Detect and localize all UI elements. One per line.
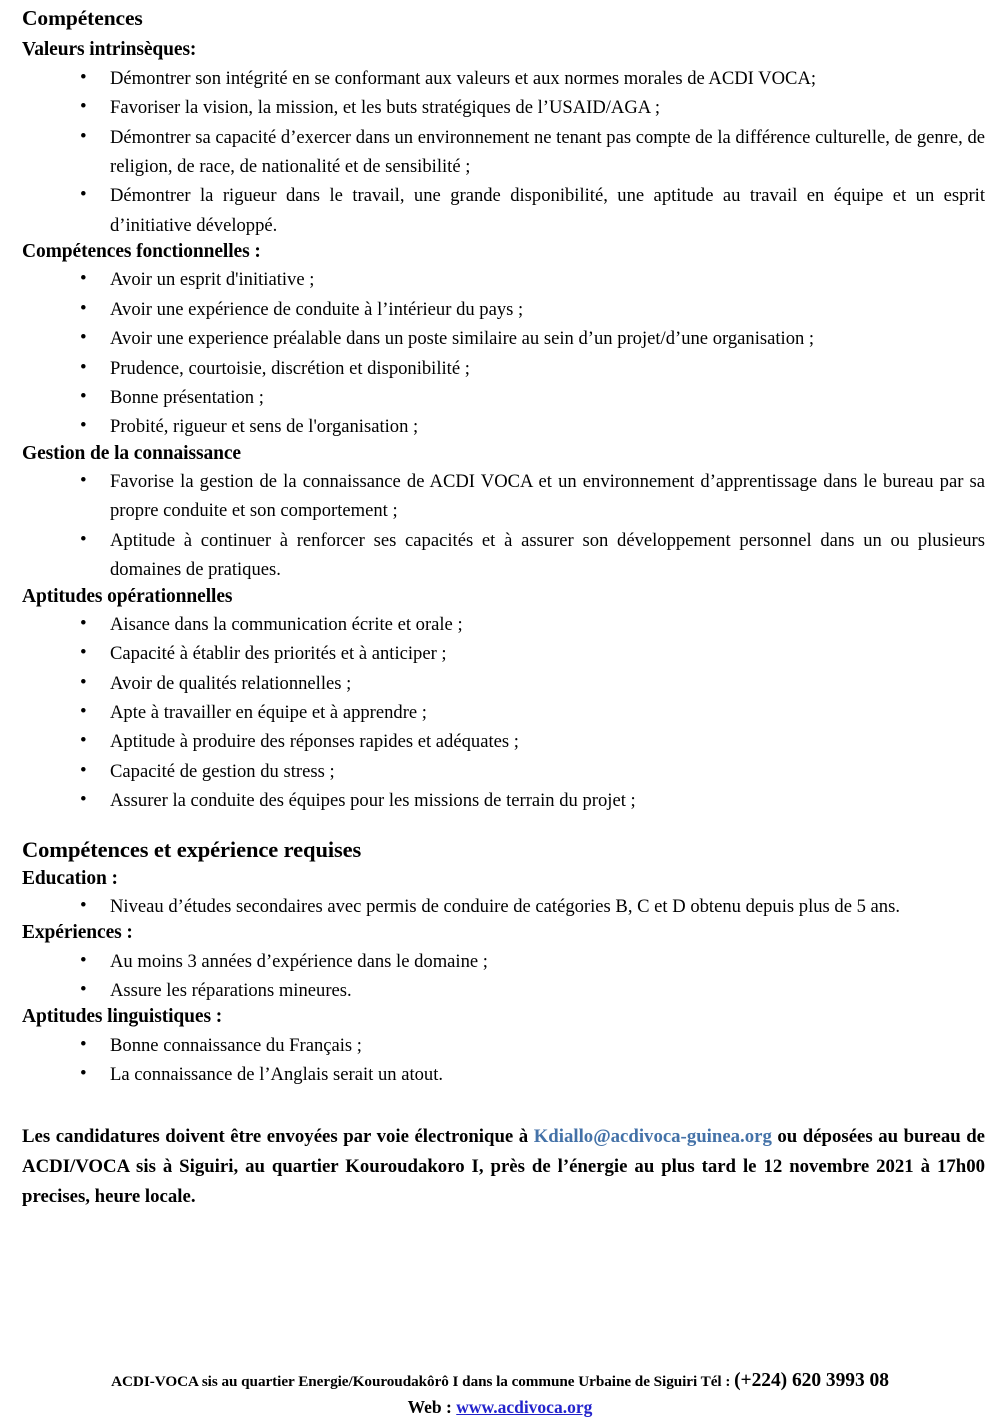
footer-address-text: ACDI-VOCA sis au quartier Energie/Kouroudakôrô I dans la commune Urbaine de Siguiri Tél :	[111, 1373, 735, 1390]
list-competences-fonctionnelles	[22, 265, 985, 441]
website-link[interactable]: www.acdivoca.org	[456, 1397, 593, 1418]
list-item: • Au moins 3 années d’expérience dans le domaine ;	[22, 947, 985, 976]
list-item: • Aisance dans la communication écrite et orale ;	[22, 610, 985, 639]
list-item: • Assure les réparations mineures.	[22, 976, 985, 1005]
heading-aptitudes-linguistiques: Aptitudes linguistiques :	[22, 1006, 223, 1028]
list-item: • Aptitude à continuer à renforcer ses capacités et à assurer son développement personnel dans un ou plusieurs domaines de pratiques.	[22, 526, 985, 585]
footer-phone-number: (+224) 620 3993 08	[734, 1370, 889, 1391]
heading-gestion-de-la-connaissance: Gestion de la connaissance	[22, 442, 241, 464]
spacer	[22, 1090, 985, 1122]
footer-web-label: Web :	[407, 1397, 457, 1418]
heading-valeurs-intrinseques: Valeurs intrinsèques:	[22, 39, 197, 61]
list-item: • Bonne présentation ;	[22, 383, 985, 412]
list-item: • La connaissance de l’Anglais serait un atout.	[22, 1060, 985, 1089]
list-item: • Probité, rigueur et sens de l'organisation ;	[22, 412, 985, 441]
list-item: • Démontrer la rigueur dans le travail, une grande disponibilité, une aptitude au travail en équipe et un esprit d’initiative développé.	[22, 181, 985, 240]
list-item: • Assurer la conduite des équipes pour les missions de terrain du projet ;	[22, 786, 985, 815]
list-valeurs-intrinseques	[22, 64, 985, 240]
closing-text-part1: Les candidatures doivent être envoyées par voie électronique à	[22, 1125, 534, 1147]
list-item: • Capacité de gestion du stress ;	[22, 757, 985, 786]
heading-competences-fonctionnelles: Compétences fonctionnelles :	[22, 241, 261, 262]
page-footer	[0, 1368, 1000, 1421]
list-aptitudes-operationnelles	[22, 610, 985, 816]
list-item: • Favoriser la vision, la mission, et les buts stratégiques de l’USAID/AGA ;	[22, 93, 985, 122]
heading-education: Education :	[22, 867, 118, 889]
footer-address-line	[0, 1368, 1000, 1393]
heading-competences-et-experience-requises: Compétences et expérience requises	[22, 836, 362, 862]
list-item: • Avoir une experience préalable dans un poste similaire au sein d’un projet/d’une organisation ;	[22, 324, 985, 353]
footer-web-line	[0, 1395, 1000, 1420]
list-item: • Favorise la gestion de la connaissance de ACDI VOCA et un environnement d’apprentissage dans le bureau par sa propre conduite et son comportement ;	[22, 467, 985, 526]
list-item: • Avoir un esprit d'initiative ;	[22, 265, 985, 294]
list-aptitudes-linguistiques	[22, 1031, 985, 1090]
list-item: • Apte à travailler en équipe et à apprendre ;	[22, 698, 985, 727]
list-item: • Avoir de qualités relationnelles ;	[22, 669, 985, 698]
list-item: • Prudence, courtoisie, discrétion et disponibilité ;	[22, 354, 985, 383]
list-item: • Démontrer son intégrité en se conformant aux valeurs et aux normes morales de ACDI VOCA;	[22, 64, 985, 93]
closing-text-part2: ou déposées au bureau de ACDI/VOCA sis à Siguiri, au quartier Kouroudakoro I, près de l’énergie au plus tard le 12 novembre 2021 à 17h00 precises, heure locale.	[22, 1125, 985, 1208]
list-item: • Capacité à établir des priorités et à anticiper ;	[22, 639, 985, 668]
list-education	[22, 892, 985, 921]
closing-paragraph	[22, 1122, 985, 1213]
list-item: • Bonne connaissance du Français ;	[22, 1031, 985, 1060]
list-experiences	[22, 947, 985, 1006]
document-content	[22, 6, 985, 1213]
heading-experiences: Expériences :	[22, 922, 133, 944]
application-email-link[interactable]: Kdiallo@acdivoca-guinea.org	[533, 1125, 772, 1147]
page-title: Compétences	[22, 6, 143, 30]
list-gestion-de-la-connaissance	[22, 467, 985, 585]
heading-aptitudes-operationnelles: Aptitudes opérationnelles	[22, 585, 233, 607]
list-item: • Aptitude à produire des réponses rapides et adéquates ;	[22, 727, 985, 756]
list-item: • Avoir une expérience de conduite à l’intérieur du pays ;	[22, 295, 985, 324]
list-item: • Niveau d’études secondaires avec permis de conduire de catégories B, C et D obtenu depuis plus de 5 ans.	[22, 892, 985, 921]
list-item: • Démontrer sa capacité d’exercer dans un environnement ne tenant pas compte de la différence culturelle, de genre, de religion, de race, de nationalité et de sensibilité ;	[22, 123, 985, 182]
spacer	[22, 816, 985, 836]
